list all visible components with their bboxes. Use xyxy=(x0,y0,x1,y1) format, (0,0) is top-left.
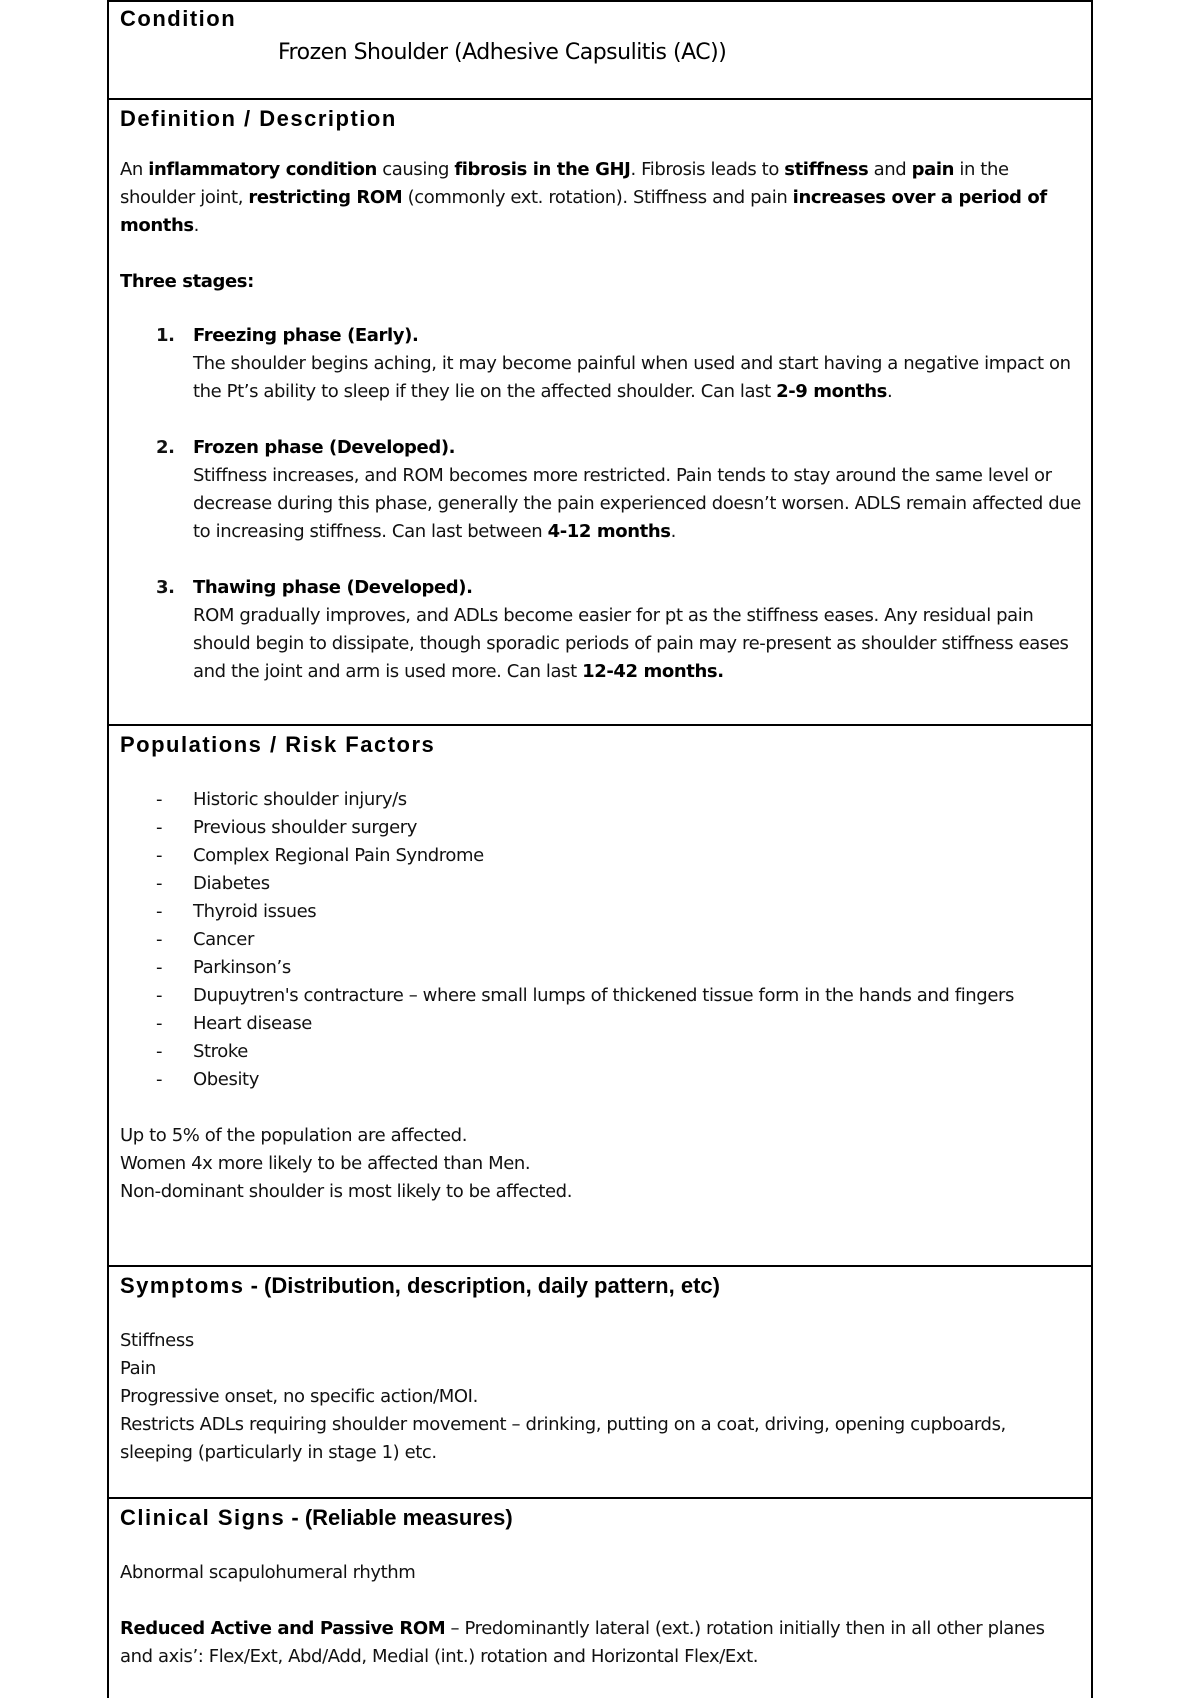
populations-heading: Populations / Risk Factors xyxy=(120,732,436,757)
definition-intro xyxy=(120,156,1081,240)
definition-text-run: inflammatory condition xyxy=(148,159,377,180)
definition-text-run: (commonly ext. rotation). Stiffness and pain xyxy=(402,187,793,208)
symptom-item: Pain xyxy=(120,1358,156,1379)
symptoms-section xyxy=(109,1267,1091,1499)
risk-factor-item xyxy=(120,1038,1081,1066)
risk-factor-text: Dupuytren's contracture – where small lumps of thickened tissue form in the hands and fingers xyxy=(193,985,1014,1006)
symptoms-heading xyxy=(120,1273,1081,1299)
dash-bullet: - xyxy=(156,1041,163,1062)
definition-text-run: stiffness xyxy=(784,159,869,180)
stages-label: Three stages: xyxy=(120,271,254,292)
stage-number: 3. xyxy=(156,577,175,598)
symptom-item: Restricts ADLs requiring shoulder movement – drinking, putting on a coat, driving, opening cupboards, sleeping (particularly in stage 1) etc. xyxy=(120,1414,1006,1463)
dash-bullet: - xyxy=(156,817,163,838)
risk-factor-text: Previous shoulder surgery xyxy=(193,817,418,838)
symptoms-subtitle: - (Distribution, description, daily pattern, etc) xyxy=(244,1273,720,1298)
stage-text-run: Stiffness increases, and ROM becomes more restricted. Pain tends to stay around the same level or decrease during this phase, generally the pain experienced doesn’t worsen. ADLS remain affected due to increasing stiffness. Can last between xyxy=(193,465,1081,542)
stage-text-run: . xyxy=(886,381,893,402)
definition-text-run: restricting ROM xyxy=(248,187,403,208)
risk-factor-text: Cancer xyxy=(193,929,254,950)
risk-factor-item xyxy=(120,926,1081,954)
populations-section xyxy=(109,726,1091,1267)
stage-name: Freezing phase (Early). xyxy=(193,325,419,346)
dash-bullet: - xyxy=(156,845,163,866)
stage-item xyxy=(120,434,1081,546)
stage-number: 1. xyxy=(156,325,175,346)
definition-text-run: . xyxy=(193,215,199,236)
rom-description: – Predominantly lateral (ext.) rotation initially then in all other planes and axis’: Flex/Ext, Abd/Add, Medial (int.) rotation and Horizontal Flex/Ext. xyxy=(120,1618,1045,1667)
dash-bullet: - xyxy=(156,1069,163,1090)
population-stats xyxy=(120,1122,1081,1206)
risk-factor-item xyxy=(120,786,1081,814)
definition-text-run: in the shoulder joint, xyxy=(120,159,1009,208)
definition-section xyxy=(109,100,1091,726)
clinical-sign-scapulohumeral: Abnormal scapulohumeral rhythm xyxy=(120,1562,416,1583)
symptom-list xyxy=(120,1327,1081,1467)
dash-bullet: - xyxy=(156,929,163,950)
dash-bullet: - xyxy=(156,901,163,922)
risk-factor-item xyxy=(120,898,1081,926)
stage-text-run: 4-12 months xyxy=(547,521,671,542)
risk-factor-item xyxy=(120,982,1081,1010)
risk-factor-text: Diabetes xyxy=(193,873,270,894)
risk-factor-item xyxy=(120,814,1081,842)
risk-factor-text: Parkinson’s xyxy=(193,957,291,978)
risk-factor-text: Heart disease xyxy=(193,1013,312,1034)
stage-name: Thawing phase (Developed). xyxy=(193,577,473,598)
risk-factor-item xyxy=(120,1010,1081,1038)
stage-text-run: ROM gradually improves, and ADLs become easier for pt as the stiffness eases. Any residual pain should begin to dissipate, though sporadic periods of pain may re-present as shoulder stiffness eases and the joint and arm is used more. Can last xyxy=(193,605,1069,682)
definition-text-run: An xyxy=(120,159,149,180)
stage-name: Frozen phase (Developed). xyxy=(193,437,456,458)
condition-section xyxy=(109,2,1091,100)
rom-label: Reduced Active and Passive ROM xyxy=(120,1618,446,1639)
risk-factor-text: Stroke xyxy=(193,1041,248,1062)
stage-text-run: 12-42 months. xyxy=(582,661,724,682)
definition-text-run: increases over a period of months xyxy=(120,187,1047,236)
risk-factor-text: Obesity xyxy=(193,1069,259,1090)
risk-factor-text: Thyroid issues xyxy=(193,901,317,922)
risk-factor-text: Historic shoulder injury/s xyxy=(193,789,407,810)
dash-bullet: - xyxy=(156,985,163,1006)
risk-factor-text: Complex Regional Pain Syndrome xyxy=(193,845,484,866)
definition-text-run: . Fibrosis leads to xyxy=(630,159,785,180)
dash-bullet: - xyxy=(156,789,163,810)
clinical-title: Clinical Signs xyxy=(120,1505,286,1530)
stage-item xyxy=(120,322,1081,406)
definition-text-run: causing xyxy=(376,159,455,180)
risk-factor-item xyxy=(120,842,1081,870)
dash-bullet: - xyxy=(156,957,163,978)
population-stat: Non-dominant shoulder is most likely to be affected. xyxy=(120,1181,573,1202)
stage-text-run: 2-9 months xyxy=(776,381,887,402)
stage-number: 2. xyxy=(156,437,175,458)
dash-bullet: - xyxy=(156,1013,163,1034)
stage-item xyxy=(120,574,1081,686)
stage-text-run: The shoulder begins aching, it may become painful when used and start having a negative impact on the Pt’s ability to sleep if they lie on the affected shoulder. Can last xyxy=(193,353,1071,402)
symptom-item: Progressive onset, no specific action/MOI. xyxy=(120,1386,478,1407)
clinical-sign-rom xyxy=(120,1615,1081,1671)
definition-heading: Definition / Description xyxy=(120,106,397,131)
definition-text-run: pain xyxy=(911,159,955,180)
symptom-item: Stiffness xyxy=(120,1330,194,1351)
symptoms-title: Symptoms xyxy=(120,1273,245,1298)
clinical-signs-section xyxy=(109,1499,1091,1685)
risk-factor-item xyxy=(120,1066,1081,1094)
stages-list xyxy=(120,322,1081,686)
risk-factor-item xyxy=(120,954,1081,982)
dash-bullet: - xyxy=(156,873,163,894)
definition-text-run: and xyxy=(868,159,912,180)
condition-heading: Condition xyxy=(120,6,237,31)
population-stat: Women 4x more likely to be affected than Men. xyxy=(120,1153,531,1174)
risk-factor-list xyxy=(120,786,1081,1094)
clinical-heading xyxy=(120,1505,1081,1531)
clinical-subtitle: - (Reliable measures) xyxy=(285,1505,513,1530)
condition-title: Frozen Shoulder (Adhesive Capsulitis (AC)) xyxy=(278,40,727,65)
definition-text-run: fibrosis in the GHJ xyxy=(454,159,631,180)
risk-factor-item xyxy=(120,870,1081,898)
clinical-note-table xyxy=(107,0,1093,1698)
stage-text-run: . xyxy=(670,521,676,542)
population-stat: Up to 5% of the population are affected. xyxy=(120,1125,468,1146)
